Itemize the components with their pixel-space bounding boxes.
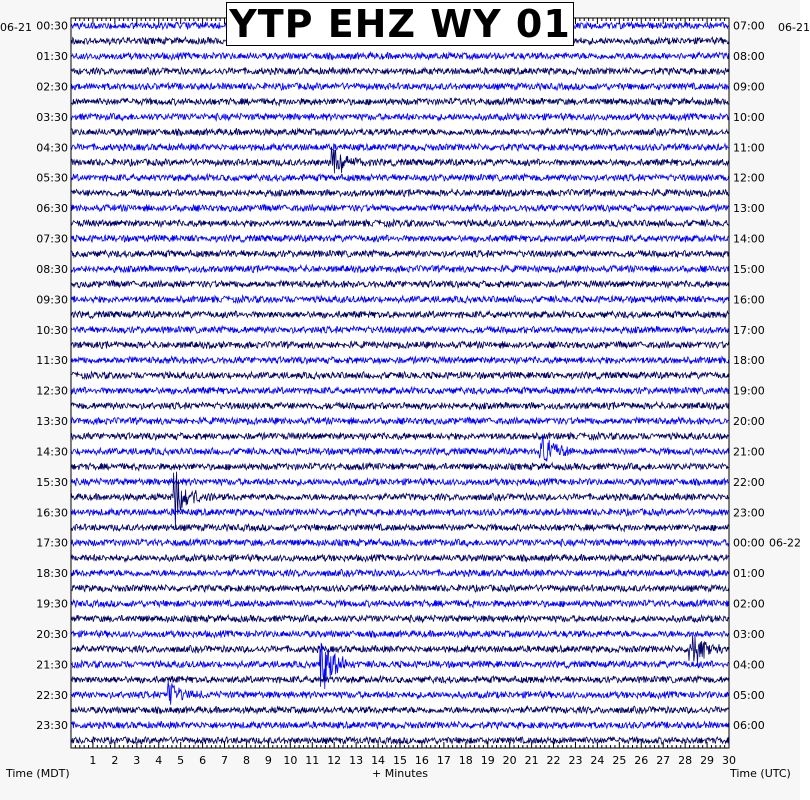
x-tick-label: 17 <box>436 754 451 767</box>
right-tick-label: 01:00 <box>733 567 765 581</box>
right-tick-label: 08:00 <box>733 50 765 64</box>
right-tick-label: 16:00 <box>733 293 765 307</box>
x-tick-label: 26 <box>634 754 649 767</box>
left-tick-label: 23:30 <box>36 719 68 733</box>
x-tick-label: 28 <box>678 754 693 767</box>
x-tick-label: 15 <box>393 754 407 767</box>
right-tick-label: 14:00 <box>733 232 765 246</box>
left-tick-label: 20:30 <box>36 627 68 641</box>
plot-area <box>71 18 729 748</box>
x-tick-label: 22 <box>546 754 561 767</box>
right-tick-label: 12:00 <box>733 171 765 185</box>
left-tick-label: 04:30 <box>36 141 68 155</box>
x-axis-label: + Minutes <box>372 767 429 780</box>
x-tick-label: 8 <box>242 754 250 767</box>
right-tick-label: 15:00 <box>733 262 765 276</box>
left-tick-label: 07:30 <box>36 232 68 246</box>
x-tick-label: 9 <box>264 754 272 767</box>
right-tick-label: 07:00 <box>733 19 765 33</box>
right-axis-label: Time (UTC) <box>730 767 791 780</box>
right-tick-label: 22:00 <box>733 475 765 489</box>
x-tick-label: 2 <box>111 754 119 767</box>
x-tick-label: 24 <box>590 754 605 767</box>
x-tick-label: 27 <box>656 754 671 767</box>
x-tick-label: 21 <box>524 754 539 767</box>
left-tick-label: 12:30 <box>36 384 68 398</box>
x-tick-label: 7 <box>221 754 229 767</box>
left-tick-label: 05:30 <box>36 171 68 185</box>
x-tick-label: 19 <box>480 754 495 767</box>
x-tick-label: 30 <box>722 754 736 767</box>
right-tick-label: 03:00 <box>733 627 765 641</box>
left-tick-label: 01:30 <box>36 50 68 64</box>
left-axis-label: Time (MDT) <box>6 767 70 780</box>
left-tick-label: 10:30 <box>36 323 68 337</box>
x-tick-label: 11 <box>305 754 320 767</box>
chart-title: YTP EHZ WY 01 <box>226 2 574 46</box>
right-tick-label: 06:00 <box>733 719 765 733</box>
left-tick-label: 21:30 <box>36 658 68 672</box>
x-tick-label: 3 <box>133 754 141 767</box>
right-tick-label: 23:00 <box>733 506 765 520</box>
right-tick-label: 18:00 <box>733 354 765 368</box>
right-tick-label: 19:00 <box>733 384 765 398</box>
left-tick-label: 06:30 <box>36 202 68 216</box>
x-tick-label: 29 <box>700 754 715 767</box>
x-tick-label: 13 <box>349 754 364 767</box>
right-tick-label: 21:00 <box>733 445 765 459</box>
x-tick-label: 20 <box>502 754 517 767</box>
x-tick-label: 25 <box>612 754 627 767</box>
right-tick-label: 05:00 <box>733 688 765 702</box>
right-tick-label: 09:00 <box>733 80 765 94</box>
right-tick-label: 13:00 <box>733 202 765 216</box>
right-date-rollover-label: 06-22 <box>769 536 801 550</box>
right-tick-label: 11:00 <box>733 141 765 155</box>
right-date-label: 06-21 <box>778 21 810 34</box>
x-tick-label: 23 <box>568 754 583 767</box>
x-tick-label: 16 <box>414 754 429 767</box>
right-tick-label: 20:00 <box>733 415 765 429</box>
left-tick-label: 13:30 <box>36 415 68 429</box>
left-tick-label: 14:30 <box>36 445 68 459</box>
left-tick-label: 17:30 <box>36 536 68 550</box>
left-tick-label: 16:30 <box>36 506 68 520</box>
right-tick-label: 02:00 <box>733 597 765 611</box>
left-tick-label: 02:30 <box>36 80 68 94</box>
right-tick-label: 17:00 <box>733 323 765 337</box>
right-tick-label: 04:00 <box>733 658 765 672</box>
left-tick-label: 15:30 <box>36 475 68 489</box>
left-tick-label: 08:30 <box>36 262 68 276</box>
left-tick-label: 18:30 <box>36 567 68 581</box>
x-tick-label: 6 <box>199 754 207 767</box>
x-tick-label: 5 <box>177 754 185 767</box>
right-tick-label: 00:00 <box>733 536 765 550</box>
left-tick-label: 11:30 <box>36 354 68 368</box>
right-tick-label: 10:00 <box>733 110 765 124</box>
left-tick-label: 03:30 <box>36 110 68 124</box>
left-tick-label: 19:30 <box>36 597 68 611</box>
left-tick-label: 22:30 <box>36 688 68 702</box>
x-tick-label: 18 <box>458 754 473 767</box>
x-tick-label: 4 <box>155 754 163 767</box>
x-tick-label: 14 <box>371 754 386 767</box>
x-tick-label: 1 <box>89 754 97 767</box>
left-tick-label: 09:30 <box>36 293 68 307</box>
left-tick-label: 00:30 <box>36 19 68 33</box>
x-tick-label: 10 <box>283 754 298 767</box>
left-date-label: 06-21 <box>0 21 32 34</box>
x-tick-label: 12 <box>327 754 342 767</box>
